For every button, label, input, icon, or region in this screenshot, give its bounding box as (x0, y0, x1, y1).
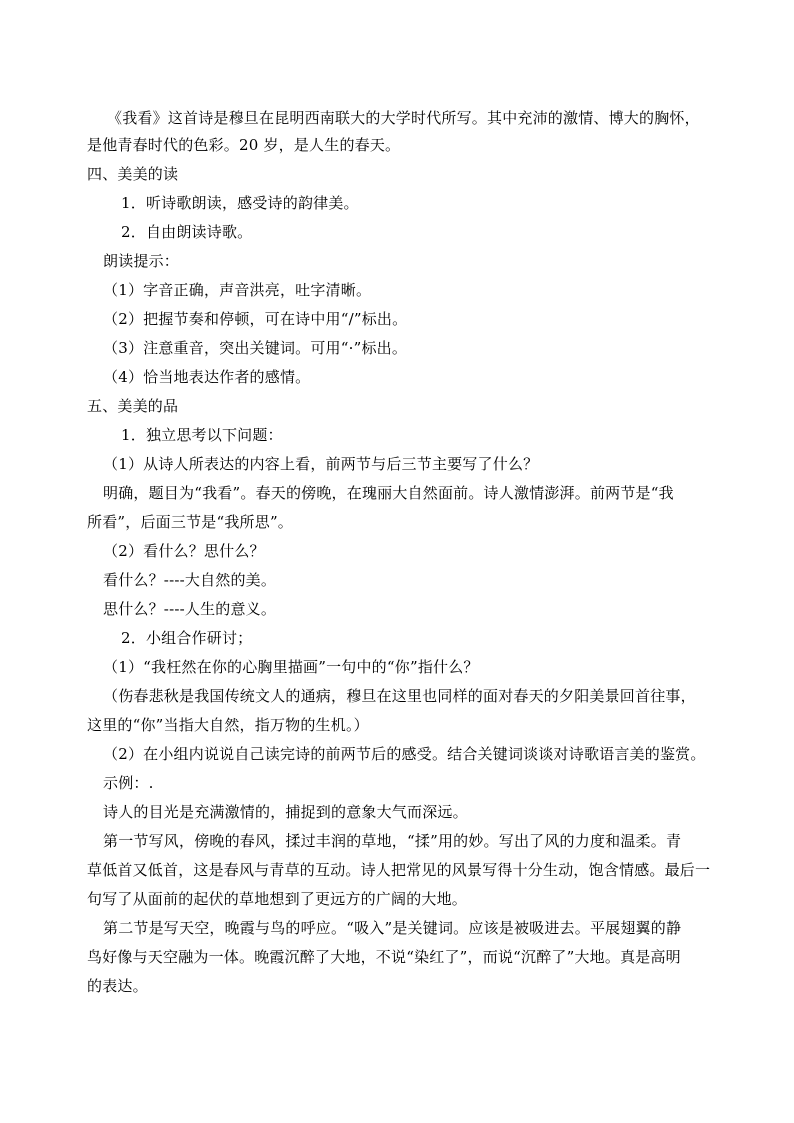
paragraph-line: 第一节写风，傍晚的春风，揉过丰润的草地，“揉”用的妙。写出了风的力度和温柔。青 (103, 832, 682, 850)
question-line: （1）从诗人所表达的内容上看，前两节与后三节主要写了什么？ (103, 455, 539, 473)
paragraph-line: 明确，题目为“我看”。春天的傍晚，在瑰丽大自然面前。诗人激情澎湃。前两节是“我 (103, 484, 674, 502)
section-heading: 四、美美的读 (87, 165, 179, 183)
paragraph-line: 所看”，后面三节是“我所思”。 (87, 513, 294, 531)
list-item: 1．听诗歌朗读，感受诗的韵律美。 (121, 194, 359, 212)
paragraph-line: 这里的“你”当指大自然，指万物的生机。） (87, 716, 369, 734)
list-item: （3）注意重音，突出关键词。可用“·”标出。 (103, 339, 408, 357)
paragraph-line: 朗读提示： (103, 252, 180, 270)
list-item: 2．小组合作研讨； (121, 629, 253, 647)
paragraph-line: 第二节是写天空，晚霞与鸟的呼应。“吸入”是关键词。应该是被吸进去。平展翅翼的静 (103, 919, 682, 937)
paragraph-line: 思什么？----人生的意义。 (103, 600, 277, 618)
list-item: 1．独立思考以下问题： (121, 426, 283, 444)
question-line: （1）“我枉然在你的心胸里描画”一句中的“你”指什么？ (103, 658, 479, 676)
section-heading: 五、美美的品 (87, 397, 179, 415)
paragraph-line: 示例：. (103, 774, 154, 792)
paragraph-line: 草低首又低首，这是春风与青草的互动。诗人把常见的风景写得十分生动，饱含情感。最后一 (87, 861, 711, 879)
list-item: 2．自由朗读诗歌。 (121, 223, 253, 241)
question-line: （2）看什么？思什么？ (103, 542, 265, 560)
list-item: （2）把握节奏和停顿，可在诗中用“/”标出。 (103, 310, 408, 328)
paragraph-line: 鸟好像与天空融为一体。晚霞沉醉了大地，不说“染红了”，而说“沉醉了”大地。真是高明 (87, 948, 681, 966)
paragraph-line: 是他青春时代的色彩。20 岁，是人生的春天。 (87, 136, 401, 154)
paragraph-line: 的表达。 (87, 977, 148, 995)
list-item: （1）字音正确，声音洪亮，吐字清晰。 (103, 281, 372, 299)
paragraph-line: 看什么？----大自然的美。 (103, 571, 277, 589)
paragraph-line: 诗人的目光是充满激情的，捕捉到的意象大气而深远。 (103, 803, 468, 821)
list-item: （4）恰当地表达作者的感情。 (103, 368, 311, 386)
paragraph-line: 《我看》这首诗是穆旦在昆明西南联大的大学时代所写。其中充沛的激情、博大的胸怀， (107, 109, 700, 127)
paragraph-line: （伤春悲秋是我国传统文人的通病，穆旦在这里也同样的面对春天的夕阳美景回首往事， (103, 687, 696, 705)
question-line: （2）在小组内说说自己读完诗的前两节后的感受。结合关键词谈谈对诗歌语言美的鉴赏。 (103, 745, 706, 763)
paragraph-line: 句写了从面前的起伏的草地想到了更远方的广阔的大地。 (87, 890, 468, 908)
